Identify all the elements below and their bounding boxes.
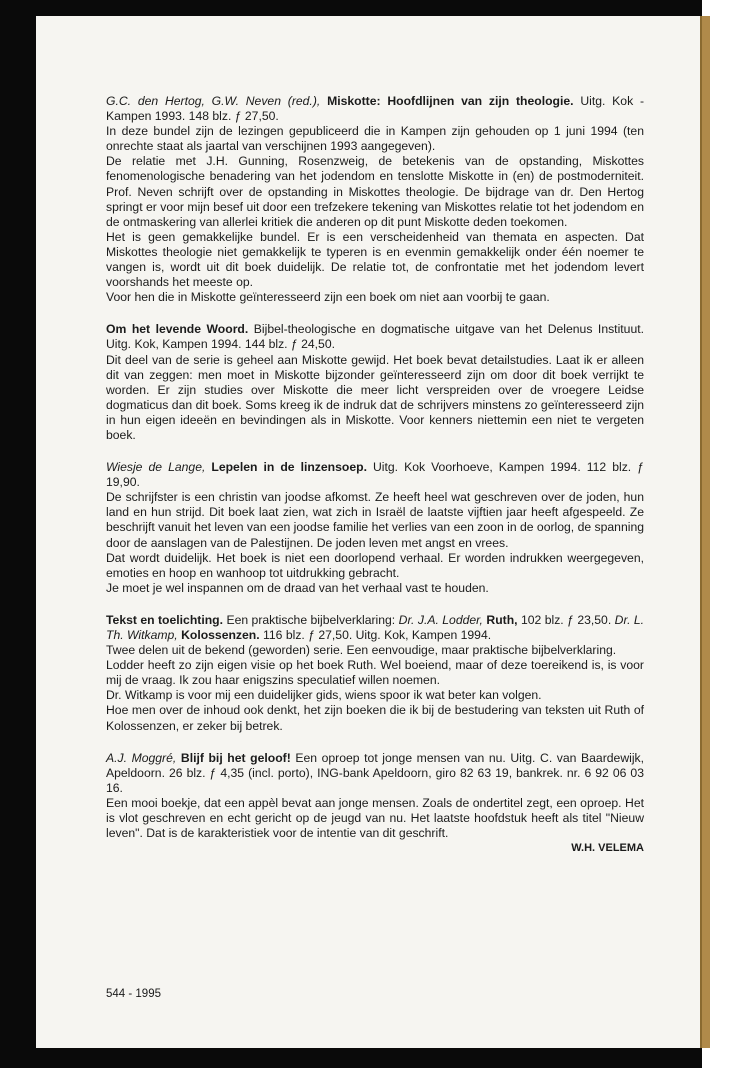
review-paragraph: Hoe men over de inhoud ook denkt, het zijn boeken die ik bij de bestudering van teksten uit Ruth of Kolossenzen, er zeker bij betrek.	[106, 703, 644, 733]
review-paragraph: In deze bundel zijn de lezingen gepubliceerd die in Kampen zijn gehouden op 1 juni 1994 (ten onrechte staat als jaartal van verschijnen 1993 aangegeven).	[106, 124, 644, 154]
review-paragraph: Voor hen die in Miskotte geïnteresseerd zijn een boek om niet aan voorbij te gaan.	[106, 290, 550, 305]
reviewer-signature: W.H. VELEMA	[571, 842, 644, 855]
review-author: Wiesje de Lange,	[106, 460, 206, 475]
scan-border-left	[0, 0, 36, 1068]
review-paragraph: Dit deel van de serie is geheel aan Miskotte gewijd. Het boek bevat detailstudies. Laat ik er alleen dit van zeggen: men moet in Miskotte bijzonder geïnteresseerd zijn om door dit boek verrijkt te worden. Er zijn studies over Miskotte die meer licht verspreiden over de vroegere Leidse dogmaticus dan dit boek. Soms kreeg ik de indruk dat de schrijvers minstens zo geïnteresseerd zijn in hun eigen ideeën en bevindingen als in Miskotte. Voor kenners niettemin een niet te vergeten boek.	[106, 352, 644, 442]
review-heading	[106, 613, 644, 643]
review-paragraph: Dr. Witkamp is voor mij een duidelijker gids, wiens spoor ik wat beter kan volgen.	[106, 688, 542, 703]
review-om-het-levende-woord	[106, 322, 644, 443]
review-column	[106, 94, 644, 873]
review-heading	[106, 751, 644, 796]
review-paragraph: De schrijfster is een christin van joodse afkomst. Ze heeft heel wat geschreven over de joden, hun land en hun strijd. Dit boek laat zien, wat zich in Israël de laatste vijftien jaar heeft afgespeeld. Ze beschrijft vanuit het leven van een joodse familie het verlies van een zoon in de oorlog, de spanning door de aanslagen van de Palestijnen. De joden leven met angst en vrees.	[106, 490, 644, 550]
review-paragraph: Je moet je wel inspannen om de draad van het verhaal vast te houden.	[106, 580, 489, 595]
review-heading	[106, 94, 644, 124]
review-biblio: Een praktische bijbelverklaring:	[226, 612, 396, 627]
review-paragraph: Een mooi boekje, dat een appèl bevat aan jonge mensen. Zoals de ondertitel zegt, een oproep. Het is vlot geschreven en echt gericht op de jeugd van nu. Het laatste hoofdstuk heeft als titel "Nieuw leven". Dat is de karakteristiek voor de intentie van dit geschrift.	[106, 795, 644, 841]
review-title: Kolossenzen.	[181, 628, 260, 642]
review-author: G.C. den Hertog, G.W. Neven (red.),	[106, 94, 321, 108]
review-heading	[106, 322, 644, 352]
review-title: Tekst en toelichting.	[106, 612, 223, 627]
review-title: Miskotte: Hoofdlijnen van zijn theologie.	[327, 94, 574, 108]
review-paragraph: De relatie met J.H. Gunning, Rosenzweig, de betekenis van de opstanding, Miskottes fenomenologische benadering van het jodendom en tenslotte Miskotte in (en) de postmoderniteit. Prof. Neven schrijft over de opstanding in Miskottes theologie. De bijdrage van dr. Den Hertog springt er voor mijn besef uit door een trefzekere tekening van Miskottes relatie tot het jodendom en de ontmaskering van allerlei kritiek die anderen op dit punt Miskotte deden toekomen.	[106, 154, 644, 229]
review-author: Dr. L. Th. Witkamp,	[106, 612, 645, 642]
review-author: Dr. J.A. Lodder,	[398, 612, 483, 627]
review-lepelen-in-de-linzensoep	[106, 460, 644, 596]
review-biblio: Uitg. Kok Voorhoeve, Kampen 1994. 112 blz. ƒ 19,90.	[106, 460, 644, 490]
review-tekst-en-toelichting	[106, 613, 644, 734]
review-paragraph: Dat wordt duidelijk. Het boek is niet een doorlopend verhaal. Er worden indrukken weergegeven, emoties en hoop en wanhoop tot uitdrukking gebracht.	[106, 550, 644, 580]
page-edge	[702, 16, 710, 1048]
review-biblio: Een oproep tot jonge mensen van nu. Uitg. C. van Baardewijk, Apeldoorn. 26 blz. ƒ 4,35 (incl. porto), ING-bank Apeldoorn, giro 82 63 19, bankrek. nr. 6 92 06 03 16.	[106, 750, 645, 795]
review-title: Lepelen in de linzensoep.	[211, 460, 367, 475]
scan-border-bottom	[0, 1048, 702, 1068]
review-biblio: Bijbel-theologische en dogmatische uitgave van het Delenus Instituut. Uitg. Kok, Kampen 1994. 144 blz. ƒ 24,50.	[106, 322, 644, 352]
scan-border-top	[0, 0, 702, 16]
review-biblio: 116 blz. ƒ 27,50. Uitg. Kok, Kampen 1994.	[263, 628, 492, 642]
review-paragraph: Lodder heeft zo zijn eigen visie op het boek Ruth. Wel boeiend, maar of deze toereikend is, is voor mij de vraag. Ik zou haar enigszins speculatief willen noemen.	[106, 658, 644, 688]
review-blijf-bij-het-geloof	[106, 751, 644, 857]
review-author: A.J. Moggré,	[106, 750, 177, 765]
review-title: Blijf bij het geloof!	[180, 750, 291, 765]
page-footer: 544 - 1995	[106, 988, 161, 1000]
review-biblio: Uitg. Kok - Kampen 1993. 148 blz. ƒ 27,50.	[106, 94, 644, 124]
review-title: Ruth,	[486, 612, 518, 627]
review-title: Om het levende Woord.	[106, 322, 249, 337]
review-paragraph: Twee delen uit de bekend (geworden) serie. Een eenvoudige, maar praktische bijbelverklaring.	[106, 643, 617, 658]
review-biblio: 102 blz. ƒ 23,50.	[520, 612, 612, 627]
review-paragraph: Het is geen gemakkelijke bundel. Er is een verscheidenheid van themata en aspecten. Dat Miskottes theologie niet gemakkelijk te typeren is en evenmin gemakkelijk onder één noemer te vangen is, wordt uit dit boek duidelijk. De relatie tot, de confrontatie met het jodendom levert voorshands het meeste op.	[106, 229, 644, 290]
review-miskotte-hoofdlijnen	[106, 94, 644, 305]
review-heading	[106, 460, 644, 490]
